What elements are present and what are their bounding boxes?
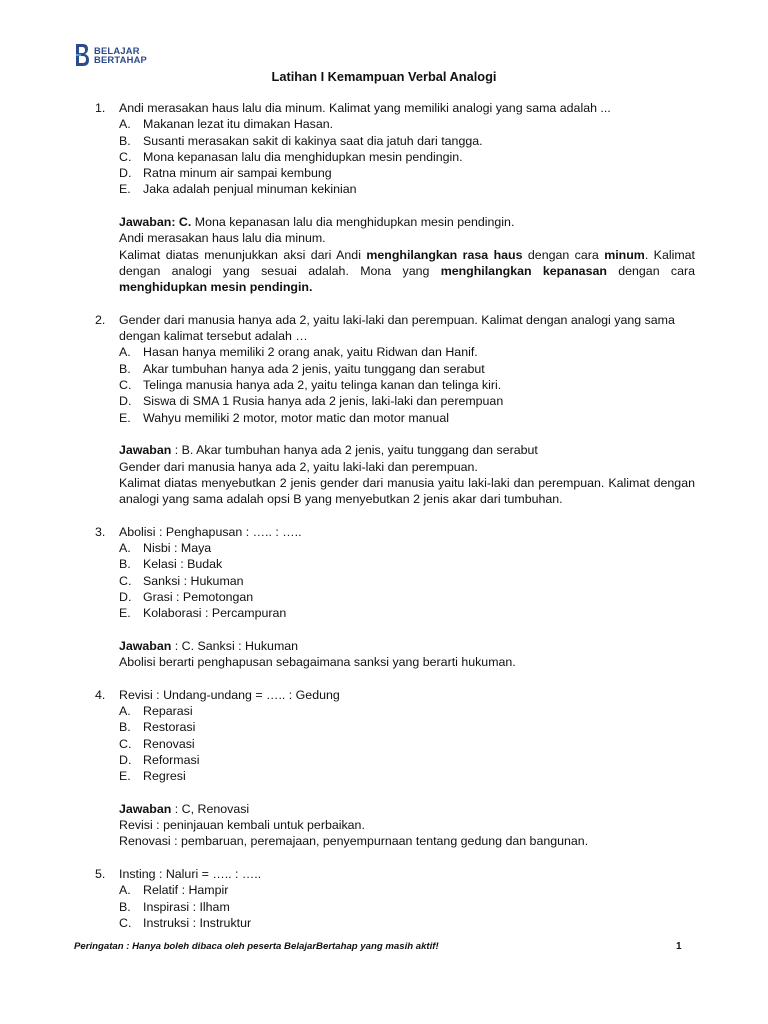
option-c: C. Mona kepanasan lalu dia menghidupkan mesin pendingin. [119, 149, 463, 164]
logo-line-1: BELAJAR [94, 44, 140, 56]
option-c: C. Telinga manusia hanya ada 2, yaitu telinga kanan dan telinga kiri. [119, 378, 502, 393]
question-list [95, 100, 695, 931]
option-d: D. Grasi : Pemotongan [119, 589, 254, 604]
logo [76, 43, 147, 67]
answer-label: Jawaban [119, 638, 172, 653]
option-d: D. Siswa di SMA 1 Rusia hanya ada 2 jenis, laki-laki dan perempuan [119, 394, 504, 409]
explanation-line: Renovasi : pembaruan, peremajaan, penyempurnaan tentang gedung dan bangunan. [119, 834, 589, 849]
option-c: C. Instruksi : Instruktur [119, 915, 252, 930]
footer-warning: Peringatan : Hanya boleh dibaca oleh peserta BelajarBertahap yang masih aktif! [74, 941, 439, 952]
option-a: A. Reparasi [119, 703, 193, 718]
question-text: Insting : Naluri = ….. : ….. [119, 866, 262, 881]
answer-3 [119, 638, 695, 671]
answer-text: : C, Renovasi [171, 801, 250, 816]
option-c: C. Sanksi : Hukuman [119, 573, 244, 588]
question-number: 3. [95, 524, 106, 539]
question-number: 4. [95, 687, 106, 702]
options-4 [119, 703, 695, 784]
option-a: A. Makanan lezat itu dimakan Hasan. [119, 117, 334, 132]
explanation-line: Gender dari manusia hanya ada 2, yaitu laki-laki dan perempuan. [119, 459, 478, 474]
option-a: A. Nisbi : Maya [119, 541, 212, 556]
option-b: B. Kelasi : Budak [119, 557, 223, 572]
options-1 [119, 116, 695, 197]
option-d: D. Ratna minum air sampai kembung [119, 166, 332, 181]
option-d: D. Reformasi [119, 752, 200, 767]
option-e: E. Regresi [119, 769, 186, 784]
answer-label: Jawaban: C. [119, 215, 192, 230]
answer-text: : B. Akar tumbuhan hanya ada 2 jenis, yaitu tunggang dan serabut [171, 443, 538, 458]
explanation-paragraph: Kalimat diatas menyebutkan 2 jenis gender dari manusia yaitu laki-laki dan perempuan. Kalimat dengan analogi yang sama adalah opsi B yang menyebutkan 2 jenis akar dari tumbuhan. [119, 475, 695, 507]
question-text: Gender dari manusia hanya ada 2, yaitu laki-laki dan perempuan. Kalimat dengan analogi yang sama dengan kalimat tersebut adalah … [119, 312, 675, 344]
options-5 [119, 882, 695, 931]
answer-label: Jawaban [119, 801, 172, 816]
question-text: Revisi : Undang-undang = ….. : Gedung [119, 687, 340, 702]
question-2 [95, 312, 695, 345]
answer-label: Jawaban [119, 443, 172, 458]
page-number: 1 [676, 941, 682, 952]
explanation-line: Andi merasakan haus lalu dia minum. [119, 231, 326, 246]
logo-text [94, 46, 147, 65]
option-e: E. Jaka adalah penjual minuman kekinian [119, 182, 357, 197]
explanation-line: Abolisi berarti penghapusan sebagaimana sanksi yang berarti hukuman. [119, 655, 516, 670]
question-1 [95, 100, 695, 116]
option-e: E. Wahyu memiliki 2 motor, motor matic dan motor manual [119, 410, 449, 425]
explanation-paragraph: Kalimat diatas menunjukkan aksi dari Andi menghilangkan rasa haus dengan cara minum. Kalimat dengan analogi yang sesuai adalah. Mona yang menghilangkan kepanasan dengan cara menghidupkan mesin pendingin. [119, 247, 696, 295]
question-text: Abolisi : Penghapusan : ….. : ….. [119, 524, 302, 539]
page-title: Latihan I Kemampuan Verbal Analogi [271, 69, 497, 84]
answer-text: : C. Sanksi : Hukuman [171, 638, 299, 653]
explanation-line: Revisi : peninjauan kembali untuk perbaikan. [119, 818, 365, 833]
question-4 [95, 687, 695, 703]
answer-1 [119, 214, 695, 295]
answer-text: Mona kepanasan lalu dia menghidupkan mesin pendingin. [191, 215, 515, 230]
options-2 [119, 344, 695, 425]
option-b: B. Restorasi [119, 720, 196, 735]
question-5 [95, 866, 695, 882]
option-b: B. Akar tumbuhan hanya ada 2 jenis, yaitu tunggang dan serabut [119, 361, 485, 376]
question-number: 2. [95, 312, 106, 327]
option-a: A. Hasan hanya memiliki 2 orang anak, yaitu Ridwan dan Hanif. [119, 345, 478, 360]
option-a: A. Relatif : Hampir [119, 883, 229, 898]
options-3 [119, 540, 695, 621]
logo-line-2: BERTAHAP [94, 54, 147, 65]
option-b: B. Susanti merasakan sakit di kakinya saat dia jatuh dari tangga. [119, 133, 483, 148]
question-number: 5. [95, 866, 106, 881]
answer-2 [119, 442, 695, 507]
question-3 [95, 524, 695, 540]
option-c: C. Renovasi [119, 736, 195, 751]
answer-4 [119, 801, 695, 850]
option-b: B. Inspirasi : Ilham [119, 899, 230, 914]
logo-b-icon [76, 44, 89, 66]
question-text: Andi merasakan haus lalu dia minum. Kalimat yang memiliki analogi yang sama adalah ... [119, 101, 611, 115]
option-e: E. Kolaborasi : Percampuran [119, 606, 287, 621]
question-number: 1. [95, 101, 106, 115]
